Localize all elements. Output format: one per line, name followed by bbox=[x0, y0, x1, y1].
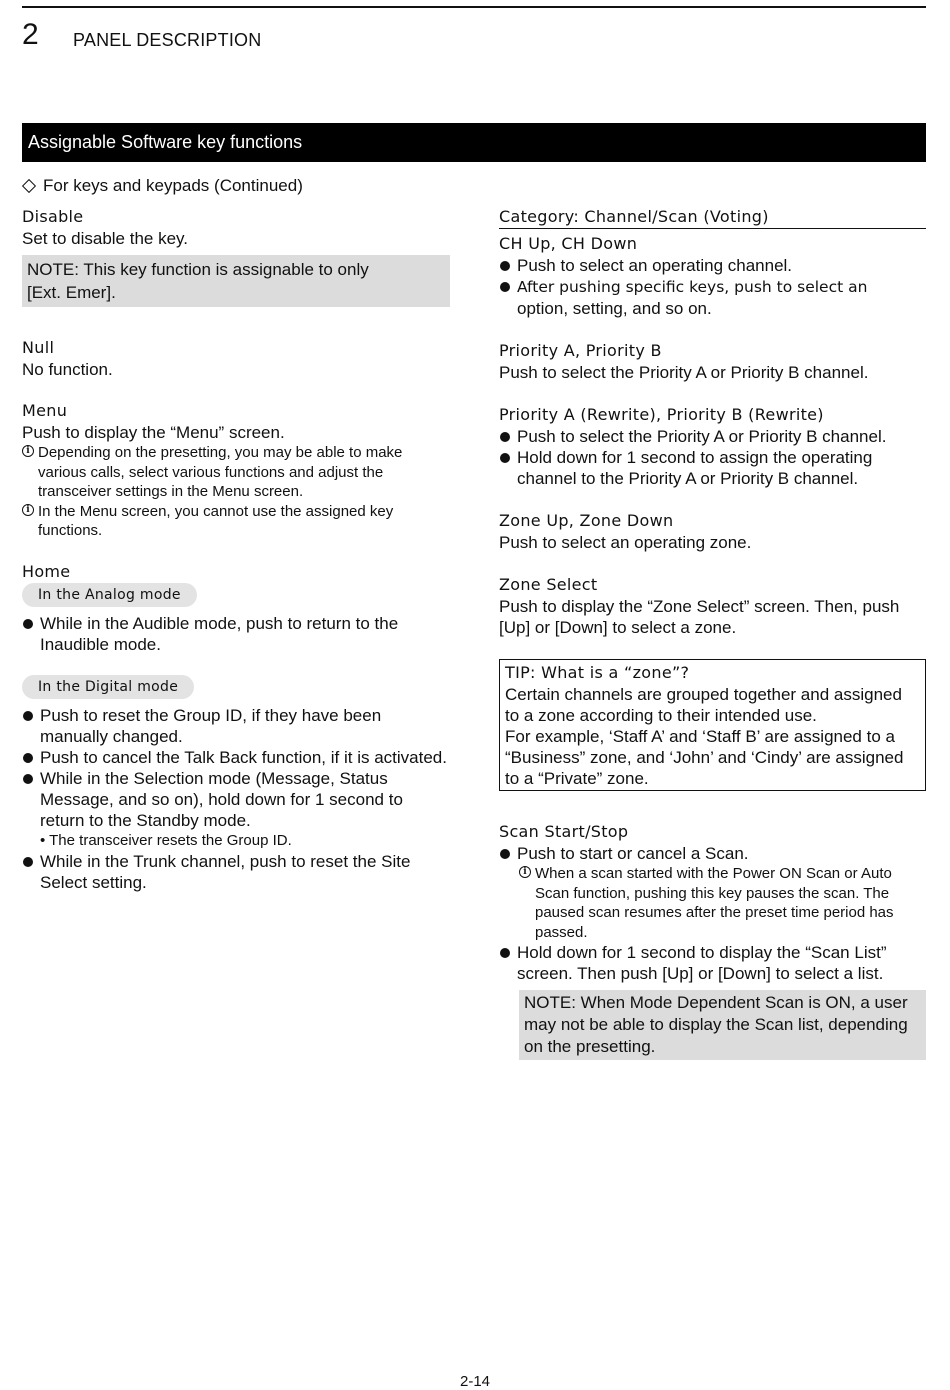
scan-info bbox=[519, 864, 926, 942]
category-heading: Category: Channel/Scan (Voting) bbox=[499, 206, 926, 229]
digital-bullet-4: While in the Trunk channel, push to reset the Site Select setting. bbox=[22, 851, 450, 893]
right-column bbox=[499, 206, 926, 1060]
digital-bullet-3-sub: • The transceiver resets the Group ID. bbox=[40, 831, 292, 849]
zone-select-text: Push to display the “Zone Select” screen. Then, push [Up] or [Down] to select a zone. bbox=[499, 597, 900, 637]
menu-info-1 bbox=[22, 443, 450, 502]
chapter-title: PANEL DESCRIPTION bbox=[73, 30, 262, 50]
continued-text: For keys and keypads (Continued) bbox=[43, 176, 303, 195]
disable-note-line1: NOTE: This key function is assignable to only bbox=[27, 260, 369, 279]
info-icon: i bbox=[519, 866, 531, 878]
left-column bbox=[22, 206, 450, 893]
scan-heading: Scan Start/Stop bbox=[499, 822, 629, 841]
priority-heading: Priority A, Priority B bbox=[499, 341, 662, 360]
zone-select-heading: Zone Select bbox=[499, 575, 598, 594]
tip-text-2: For example, ‘Staff A’ and ‘Staff B’ are assigned to a “Business” zone, and ‘John’ and ‘Cindy’ are assigned to a “Private” zone. bbox=[505, 727, 904, 788]
ch-updown-bullet-2-part1: After pushing specific keys, push to select an bbox=[517, 278, 868, 296]
tip-text-1: Certain channels are grouped together and assigned to a zone according to their intended use. bbox=[505, 685, 902, 725]
scan-bullet-1: Push to start or cancel a Scan. bbox=[499, 843, 926, 864]
info-icon: i bbox=[22, 445, 34, 457]
scan-bullet-2: Hold down for 1 second to display the “Scan List” screen. Then push [Up] or [Down] to select a list. bbox=[499, 942, 926, 984]
menu-info-1-text: Depending on the presetting, you may be able to make various calls, select various functions and adjust the transceiver settings in the Menu screen. bbox=[38, 444, 403, 500]
priority-rewrite-heading: Priority A (Rewrite), Priority B (Rewrite) bbox=[499, 405, 824, 424]
tip-box bbox=[499, 659, 926, 791]
ch-updown-bullet-2-part2: option, setting, and so on. bbox=[517, 299, 712, 318]
ch-updown-bullet-1: Push to select an operating channel. bbox=[499, 255, 926, 276]
ch-updown-heading: CH Up, CH Down bbox=[499, 234, 638, 253]
disable-text: Set to disable the key. bbox=[22, 229, 189, 248]
menu-text: Push to display the “Menu” screen. bbox=[22, 423, 285, 442]
scan-info-text: When a scan started with the Power ON Scan or Auto Scan function, pushing this key pauses the scan. The paused scan resumes after the preset time period has passed. bbox=[535, 865, 894, 941]
disable-heading: Disable bbox=[22, 207, 84, 226]
home-heading: Home bbox=[22, 561, 71, 581]
zone-updown-text: Push to select an operating zone. bbox=[499, 533, 752, 552]
page-number: 2-14 bbox=[459, 1373, 491, 1390]
menu-info-2 bbox=[22, 502, 450, 541]
diamond-icon bbox=[22, 178, 36, 192]
disable-note-line2: [Ext. Emer]. bbox=[27, 283, 116, 302]
digital-bullet-3: While in the Selection mode (Message, Status Message, and so on), hold down for 1 second to return to the Standby mode. bbox=[22, 768, 450, 831]
priority-text: Push to select the Priority A or Priority B channel. bbox=[499, 363, 869, 382]
priority-rewrite-bullet-2: Hold down for 1 second to assign the operating channel to the Priority A or Priority B channel. bbox=[499, 447, 926, 489]
header-rule bbox=[22, 6, 926, 8]
menu-heading: Menu bbox=[22, 401, 68, 420]
null-heading: Null bbox=[22, 338, 55, 357]
section-title-bar: Assignable Software key functions bbox=[22, 123, 926, 162]
continued-heading bbox=[22, 176, 303, 196]
tip-heading: TIP: What is a “zone”? bbox=[505, 663, 690, 682]
disable-note bbox=[22, 255, 450, 307]
zone-updown-heading: Zone Up, Zone Down bbox=[499, 511, 674, 530]
null-text: No function. bbox=[22, 360, 113, 379]
digital-mode-label: In the Digital mode bbox=[22, 675, 194, 699]
menu-info-2-text: In the Menu screen, you cannot use the assigned key functions. bbox=[38, 502, 394, 539]
digital-bullet-2: Push to cancel the Talk Back function, if it is activated. bbox=[22, 747, 450, 768]
ch-updown-bullet-2 bbox=[499, 276, 926, 319]
analog-bullet-1: While in the Audible mode, push to return to the Inaudible mode. bbox=[22, 613, 450, 655]
priority-rewrite-bullet-1: Push to select the Priority A or Priority B channel. bbox=[499, 426, 926, 447]
digital-bullet-1: Push to reset the Group ID, if they have been manually changed. bbox=[22, 705, 450, 747]
scan-note: NOTE: When Mode Dependent Scan is ON, a user may not be able to display the Scan list, depending on the presetting. bbox=[519, 990, 926, 1060]
info-icon: i bbox=[22, 504, 34, 516]
analog-mode-label: In the Analog mode bbox=[22, 583, 197, 607]
chapter-number: 2 bbox=[22, 18, 39, 51]
